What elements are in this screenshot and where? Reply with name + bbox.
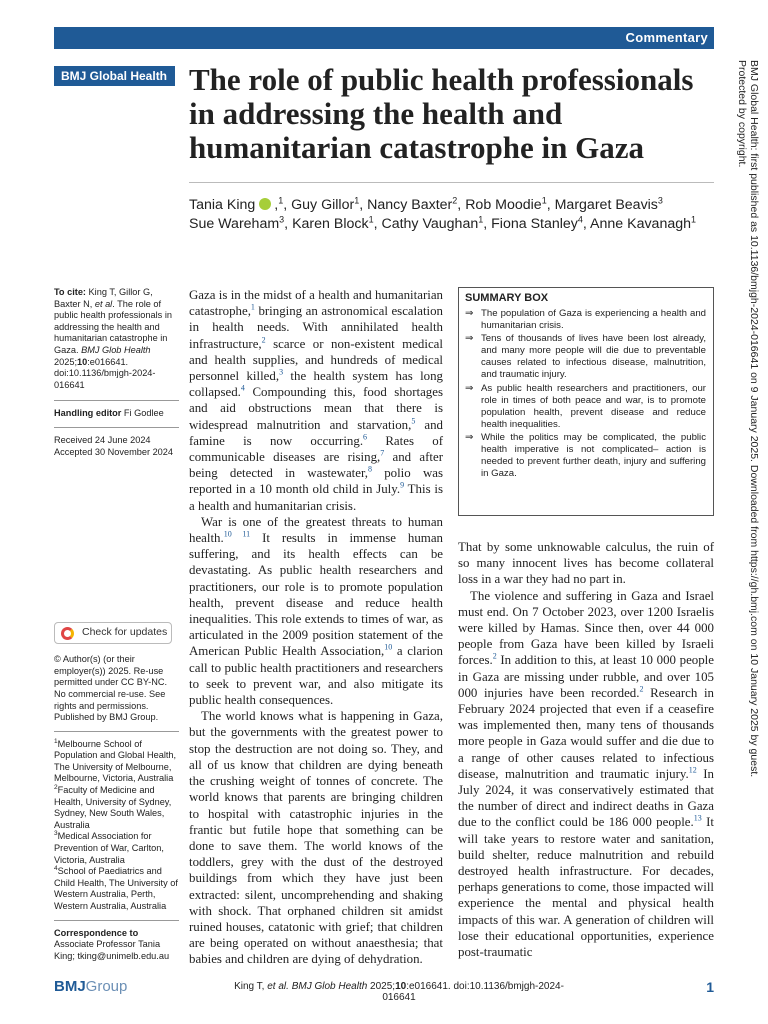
received-date: Received 24 June 2024 bbox=[54, 434, 151, 445]
orcid-icon[interactable] bbox=[259, 198, 271, 210]
cite-label: To cite: bbox=[54, 287, 86, 297]
affiliation-marker: 1 bbox=[541, 195, 547, 206]
affiliation-marker: 3 bbox=[279, 214, 285, 225]
accepted-date: Accepted 30 November 2024 bbox=[54, 446, 174, 457]
correspondence-label: Correspondence to bbox=[54, 927, 139, 938]
author-line-1: Tania King ,$^1$, Guy Gillor$^1$, Nancy Baxter$^2$, Rob Moodie$^1$, Margaret Beavis$^3$ bbox=[189, 195, 663, 213]
author-list bbox=[189, 196, 714, 234]
paragraph: The world knows what is happening in Gaza, but the governments with the greatest power to stop the destruction are not doing so. They, and all of us know that children are dying beneath the crushing weight of tonnes of concrete. The world knows that parents are bringing children to hospital with catastrophic injuries in the frantic but futile hope that something can be done to save them. The world knows of the toddlers, grey with the dust of the destroyed buildings from which they have just been extracted: silent, uncomprehending and shaking with shock. That orphaned children sit amidst ruined houses, catatonic with grief; that children are being operated on without anaesthesia; that babies and children are dying of dehydration. bbox=[189, 709, 443, 967]
author-name[interactable]: Nancy Baxter bbox=[367, 197, 453, 213]
affiliation-item: $^3$Medical Association for Prevention of War, Carlton, Victoria, Australia bbox=[54, 830, 164, 865]
paragraph: War is one of the greatest threats to human health.$^{10 11}$ It results in immense human suffering, and its health effects can be devastating. As public health researchers and practitioners, our role is to promote population health, prevent disease and reduce health inequalities. This role extends to times of war, as articulated in the 2009 position statement of the American Public Health Association,$^{10}$ a clarion call to public health practitioners and researchers to seek to prevent war, and also mitigate its public health consequences. bbox=[189, 514, 444, 708]
implies-arrow-icon: ⇒ bbox=[465, 382, 474, 394]
paragraph: The violence and suffering in Gaza and Israel must end. On 7 October 2023, over 1200 Israelis were killed by Hamas. Since then, over 44 000 people from Gaza have been killed by Israeli forces.$^2$ In addition to this, at least 10 000 people in Gaza are missing under rubble, and over 105 000 injuries have been recorded.$^2$ Research in February 2024 projected that even if a ceasefire was implemented then, many tens of thousands more people in Gaza would suffer and die due to a range of other causes related to infectious disease, malnutrition and traumatic injury.$^{12}$ In July 2024, it was conservatively estimated that the number of direct and indirect deaths in Gaza due to the conflict could be 186 000 people.$^{13}$ It will take years to restore water and sanitation, build shelter, reduce malnutrition and rebuild destroyed health infrastructure. For decades, perhaps generations to come, those impacted will experience the mental and physical health impacts of this war. A generation of children will lose their educational opportunities, experience post-traumatic bbox=[458, 588, 714, 960]
license-text: © Author(s) (or their employer(s)) 2025. Re-use permitted under CC BY-NC. No commercial re-use. See rights and permissions. Published by BMJ Group. bbox=[54, 654, 168, 723]
article-title: The role of public health professionals in addressing the health and humanitarian catastrophe in Gaza bbox=[189, 62, 694, 165]
reference-link[interactable]: 13 bbox=[693, 814, 702, 824]
crossmark-icon bbox=[61, 627, 74, 640]
author-name[interactable]: Anne Kavanagh bbox=[590, 216, 692, 232]
author-name[interactable]: Karen Block bbox=[292, 216, 369, 232]
reference-link[interactable]: 10 11 bbox=[223, 529, 251, 539]
reference-link[interactable]: 6 bbox=[363, 432, 368, 442]
sidebar-divider bbox=[54, 427, 179, 428]
author-name[interactable]: Tania King bbox=[189, 197, 256, 213]
affiliation-marker: 1 bbox=[354, 195, 360, 206]
affiliation-marker: 1 bbox=[278, 195, 284, 206]
reference-link[interactable]: 8 bbox=[367, 464, 372, 474]
paragraph: That by some unknowable calculus, the ruin of so many innocent lives has become collateral loss in a war they had no part in. bbox=[458, 540, 714, 587]
reference-link[interactable]: 12 bbox=[688, 765, 697, 775]
affiliations-list bbox=[54, 739, 179, 913]
author-line-2: Sue Wareham$^3$, Karen Block$^1$, Cathy Vaughan$^1$, Fiona Stanley$^4$, Anne Kavanagh$^1$ bbox=[189, 214, 697, 232]
check-for-updates-button[interactable] bbox=[54, 622, 172, 644]
affiliation-item: $^1$Melbourne School of Population and Global Health, The University of Melbourne, Melbourne, Victoria, Australia bbox=[54, 737, 177, 784]
reference-link[interactable]: 5 bbox=[411, 416, 416, 426]
sidebar-divider bbox=[54, 400, 179, 401]
author-name[interactable]: Fiona Stanley bbox=[491, 216, 578, 232]
reference-link[interactable]: 10 bbox=[384, 643, 393, 653]
title-divider bbox=[189, 182, 714, 183]
bmj-group-logo: BMJGroup bbox=[54, 978, 128, 995]
section-header-bar bbox=[54, 27, 714, 49]
page-number: 1 bbox=[706, 979, 714, 995]
implies-arrow-icon: ⇒ bbox=[465, 431, 474, 443]
journal-badge: BMJ Global Health bbox=[54, 66, 175, 86]
author-name[interactable]: Sue Wareham bbox=[189, 216, 280, 232]
sidebar-divider bbox=[54, 920, 179, 921]
citation-block: To cite: King T, Gillor G, Baxter N, et al. The role of public health professionals in addressing the health and humanitarian catastrophe in Gaza. BMJ Glob Health 2025;10:e016641. doi:10.1136/bmjgh-2024-016641 bbox=[54, 287, 172, 390]
affiliation-item: $^4$School of Paediatrics and Child Health, The University of Western Australia, Perth, Western Australia, Australia bbox=[54, 865, 178, 911]
summary-list bbox=[465, 308, 706, 480]
section-label: Commentary bbox=[625, 30, 708, 45]
reference-link[interactable]: 2 bbox=[639, 684, 644, 694]
author-name[interactable]: Margaret Beavis bbox=[554, 197, 658, 213]
author-name[interactable]: Rob Moodie bbox=[465, 197, 542, 213]
affiliation-marker: 3 bbox=[657, 195, 663, 206]
affiliation-marker: 1 bbox=[691, 214, 697, 225]
sidebar-divider bbox=[54, 731, 179, 732]
handling-editor: Handling editor Fi Godlee bbox=[54, 408, 164, 419]
summary-item: ⇒ As public health researchers and practitioners, our role in times of both peace and war, is to promote population health, prevent disease and reduce health inequalities. bbox=[465, 382, 706, 430]
download-side-note: BMJ Global Health: first published as 10.1136/bmjgh-2024-016641 on 9 January 2025. Downloaded from https://gh.bmj.com on 10 January 2025 by guest. Protected by copyright. bbox=[736, 60, 760, 778]
affiliation-marker: 2 bbox=[452, 195, 458, 206]
article-sidebar bbox=[54, 287, 179, 962]
reference-link[interactable]: 7 bbox=[380, 448, 385, 458]
summary-heading: SUMMARY BOX bbox=[465, 292, 549, 304]
reference-link[interactable]: 4 bbox=[240, 383, 245, 393]
summary-item: ⇒ While the politics may be complicated, the public health imperative is not complicated– action is needed to prevent further death, injury and suffering in Gaza. bbox=[465, 431, 706, 480]
reference-link[interactable]: 1 bbox=[250, 302, 255, 312]
affiliation-marker: 4 bbox=[577, 214, 583, 225]
summary-box bbox=[458, 287, 714, 516]
summary-item: ⇒ The population of Gaza is experiencing a health and humanitarian crisis. bbox=[465, 308, 706, 332]
affiliation-marker: 1 bbox=[368, 214, 374, 225]
body-column-2 bbox=[458, 539, 714, 960]
author-name[interactable]: Guy Gillor bbox=[291, 197, 355, 213]
reference-link[interactable]: 3 bbox=[279, 367, 284, 377]
body-column-1 bbox=[189, 287, 443, 968]
correspondence-text: Associate Professor Tania King; tking@unimelb.edu.au bbox=[54, 939, 170, 961]
paragraph: Gaza is in the midst of a health and humanitarian catastrophe,$^1$ bringing an astronomical escalation in health needs. With annihilated health infrastructure,$^2$ scarce or non-existent medical and health supplies, and hundreds of medical personnel killed,$^3$ the health system has long collapsed.$^4$ Compounding this, food shortages and aid obstructions mean that there is widespread malnutrition and starvation,$^5$ and famine is now occurring.$^6$ Rates of communicable diseases are rising,$^7$ and after being detected in wastewater,$^8$ polio was reported in a 10 month old child in July.$^9$ This is a health and humanitarian crisis. bbox=[189, 288, 443, 513]
reference-link[interactable]: 9 bbox=[400, 481, 405, 491]
affiliation-marker: 1 bbox=[478, 214, 484, 225]
reference-link[interactable]: 2 bbox=[261, 335, 266, 345]
footer-citation: King T, et al. BMJ Glob Health 2025;10:e016641. doi:10.1136/bmjgh-2024-016641 bbox=[234, 981, 564, 1003]
author-name[interactable]: Cathy Vaughan bbox=[381, 216, 479, 232]
implies-arrow-icon: ⇒ bbox=[465, 333, 474, 345]
summary-item: ⇒ Tens of thousands of lives have been lost already, and many more people will die due to preventable causes related to infectious disease, malnutrition, and traumatic injury. bbox=[465, 333, 706, 381]
page-footer bbox=[54, 978, 714, 1002]
check-updates-label: Check for updates bbox=[82, 626, 168, 639]
implies-arrow-icon: ⇒ bbox=[465, 308, 474, 319]
reference-link[interactable]: 2 bbox=[492, 652, 497, 662]
affiliation-item: $^2$Faculty of Medicine and Health, University of Sydney, Sydney, New South Wales, Australia bbox=[54, 784, 172, 830]
